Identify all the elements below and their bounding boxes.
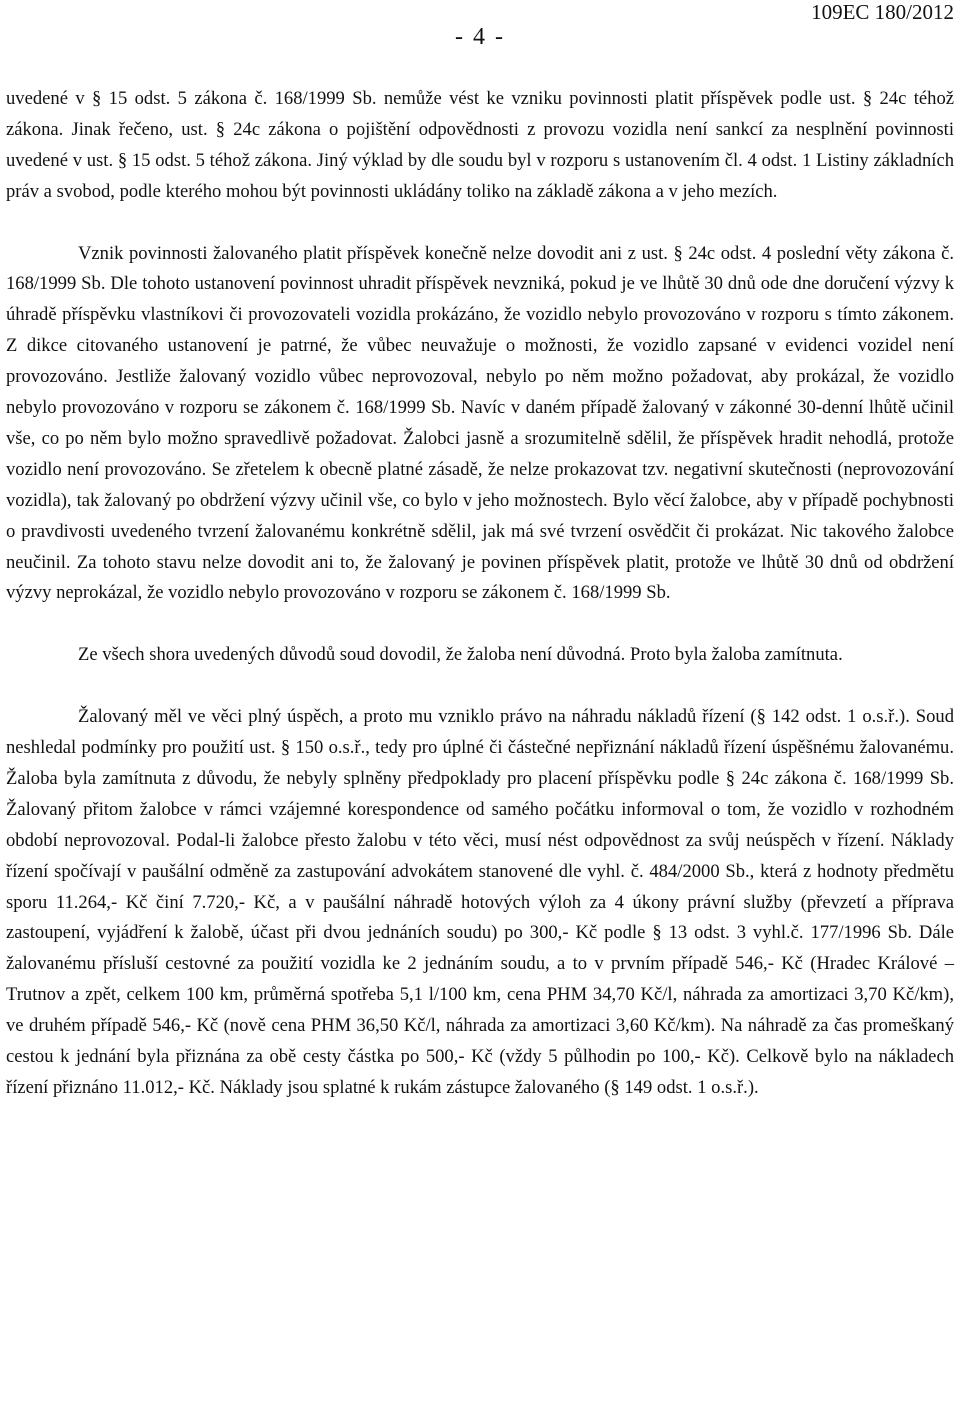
document-reference: 109EC 180/2012 [811, 0, 954, 24]
paragraph-obligation-analysis: Vznik povinnosti žalovaného platit příspěvek konečně nelze dovodit ani z ust. § 24c odst. 4 poslední věty zákona č. 168/1999 Sb. Dle tohoto ustanovení povinnost uhradit příspěvek nevzniká, pokud je ve lhůtě 30 dnů ode dne doručení výzvy k úhradě příspěvku vlastníkovi či provozovateli vozidla prokázáno, že vozidlo nebylo provozováno v rozporu s tímto zákonem. Z dikce citovaného ustanovení je patrné, že vůbec neuvažuje o možnosti, že vozidlo zapsané v evidenci vozidel není provozováno. Jestliže žalovaný vozidlo vůbec neprovozoval, nebylo po něm možno požadovat, aby prokázal, že vozidlo nebylo provozováno v rozporu se zákonem č. 168/1999 Sb. Navíc v daném případě žalovaný v zákonné 30-denní lhůtě učinil vše, co po něm bylo možno spravedlivě požadovat. Žalobci jasně a srozumitelně sdělil, že příspěvek hradit nehodlá, protože vozidlo není provozováno. Se zřetelem k obecně platné zásadě, že nelze prokazovat tzv. negativní skutečnosti (neprovozování vozidla), tak žalovaný po obdržení výzvy učinil vše, co bylo v jeho možnostech. Bylo věcí žalobce, aby v případě pochybnosti o pravdivosti uvedeného tvrzení žalovanému konkrétně sdělil, jak má své tvrzení osvědčit či prokázat. Nic takového žalobce neučinil. Za tohoto stavu nelze dovodit ani to, že žalovaný je povinen příspěvek platit, protože ve lhůtě 30 dnů od obdržení výzvy neprokázal, že vozidlo nebylo provozováno v rozporu se zákonem č. 168/1999 Sb. [6, 242, 954, 604]
document-body [6, 84, 954, 1104]
paragraph-continuation: uvedené v § 15 odst. 5 zákona č. 168/1999 Sb. nemůže vést ke vzniku povinnosti platit příspěvek podle ust. § 24c téhož zákona. Jinak řečeno, ust. § 24c zákona o pojištění odpovědnosti z provozu vozidla není sankcí za nesplnění povinnosti uvedené v ust. § 15 odst. 5 téhož zákona. Jiný výklad by dle soudu byl v rozporu s ustanovením čl. 4 odst. 1 Listiny základních práv a svobod, podle kterého mohou být povinnosti ukládány toliko na základě zákona a v jeho mezích. [6, 88, 954, 202]
paragraph-costs: Žalovaný měl ve věci plný úspěch, a proto mu vzniklo právo na náhradu nákladů řízení (§ 142 odst. 1 o.s.ř.). Soud neshledal podmínky pro použití ust. § 150 o.s.ř., tedy pro úplné či částečné nepřiznání nákladů řízení úspěšnému žalovanému. Žaloba byla zamítnuta z důvodu, že nebyly splněny předpoklady pro placení příspěvku podle § 24c zákona č. 168/1999 Sb. Žalovaný přitom žalobce v rámci vzájemné korespondence od samého počátku informoval o tom, že vozidlo v rozhodném období neprovozoval. Podal-li žalobce přesto žalobu v této věci, musí nést odpovědnost za svůj neúspěch v řízení. Náklady řízení spočívají v paušální odměně za zastupování advokátem stanovené dle vyhl. č. 484/2000 Sb., která z hodnoty předmětu sporu 11.264,- Kč činí 7.720,- Kč, a v paušální náhradě hotových výloh za 4 úkony právní služby (převzetí a příprava zastoupení, vyjádření k žalobě, účast při dvou jednáních soudu) po 300,- Kč podle § 13 odst. 3 vyhl.č. 177/1996 Sb. Dále žalovanému přísluší cestovné za použití vozidla ke 2 jednáním soudu, a to v prvním případě 546,- Kč (Hradec Králové – Trutnov a zpět, celkem 100 km, průměrná spotřeba 5,1 l/100 km, cena PHM 34,70 Kč/l, náhrada za amortizaci 3,70 Kč/km), ve druhém případě 546,- Kč (nově cena PHM 36,50 Kč/l, náhrada za amortizaci 3,60 Kč/km). Na náhradě za čas promeškaný cestou k jednání byla přiznána za obě cesty částka po 500,- Kč (vždy 5 půlhodin po 100,- Kč). Celkově bylo na nákladech řízení přiznáno 11.012,- Kč. Náklady jsou splatné k rukám zástupce žalovaného (§ 149 odst. 1 o.s.ř.). [6, 706, 954, 1098]
page-header [0, 0, 960, 60]
page-number: - 4 - [455, 24, 505, 50]
paragraph-conclusion: Ze všech shora uvedených důvodů soud dovodil, že žaloba není důvodná. Proto byla žaloba zamítnuta. [78, 644, 843, 666]
